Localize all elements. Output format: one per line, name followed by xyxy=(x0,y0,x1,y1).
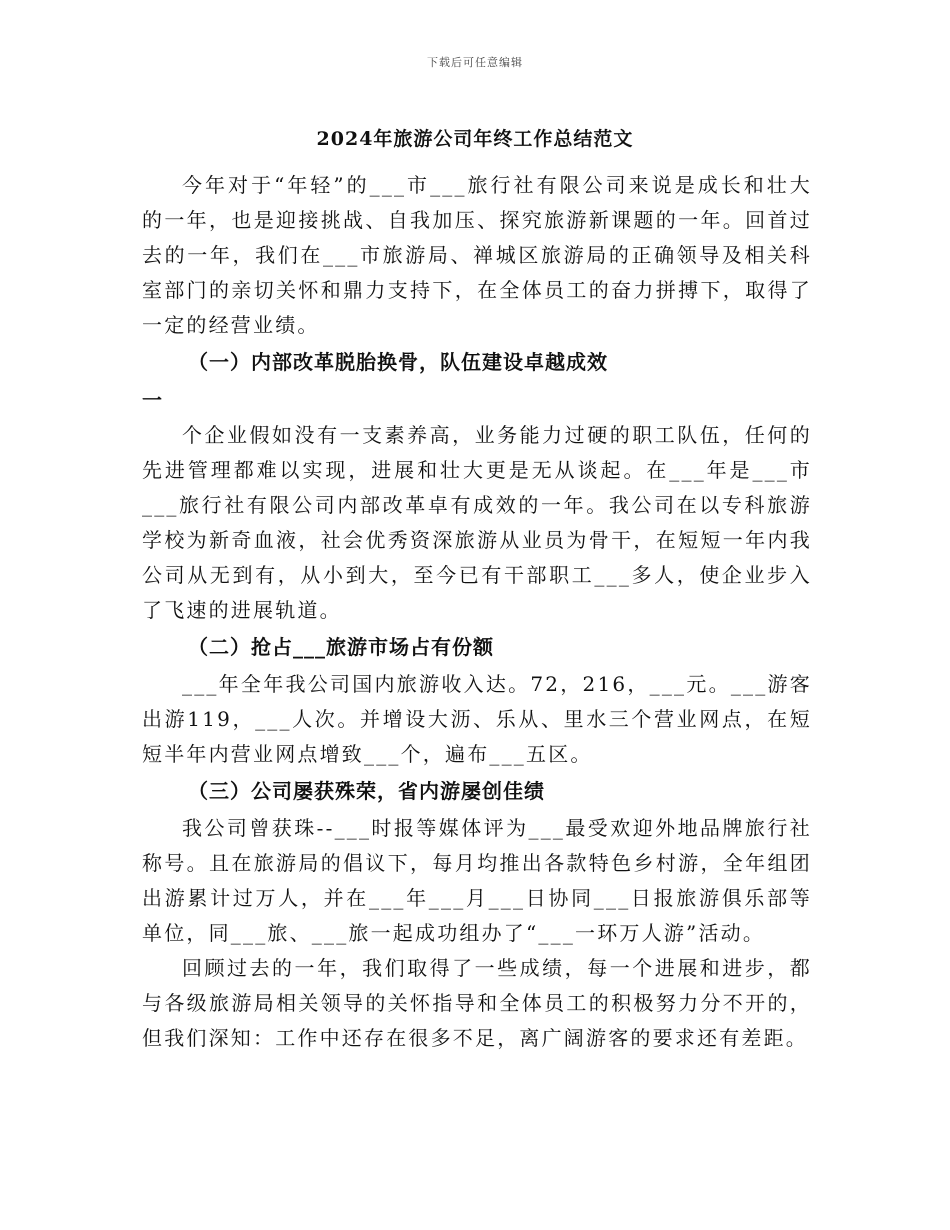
section-1-paragraph: 个企业假如没有一支素养高，业务能力过硬的职工队伍，任何的先进管理都难以实现，进展和壮大更是无从谈起。在___年是___市___旅行社有限公司内部改革卓有成效的一年。我公司在以专科旅游学校为新奇血液，社会优秀资深旅游从业员为骨干，在短短一年内我公司从无到有，从小到大，至今已有干部职工___多人，使企业步入了飞速的进展轨道。 xyxy=(142,423,812,622)
intro-paragraph: 今年对于“年轻”的___市___旅行社有限公司来说是成长和壮大的一年，也是迎接挑战、自我加压、探究旅游新课题的一年。回首过去的一年，我们在___市旅游局、禅城区旅游局的正确领导及相关科室部门的亲切关怀和鼎力支持下，在全体员工的奋力拼搏下，取得了一定的经营业绩。 xyxy=(142,173,812,337)
section-1-leading-char: 一 xyxy=(142,388,162,412)
document-title: 2024年旅游公司年终工作总结范文 xyxy=(316,128,634,150)
section-heading-1: （一）内部改革脱胎换骨，队伍建设卓越成效 xyxy=(188,350,608,374)
section-heading-2: （二）抢占___旅游市场占有份额 xyxy=(188,635,494,659)
conclusion-paragraph: 回顾过去的一年，我们取得了一些成绩，每一个进展和进步，都与各级旅游局相关领导的关怀指导和全体员工的积极努力分不开的，但我们深知：工作中还存在很多不足，离广阔游客的要求还有差距。 xyxy=(142,956,812,1050)
document-body xyxy=(142,168,812,1056)
section-2-paragraph: ___年全年我公司国内旅游收入达。72，216，___元。___游客出游119，___人次。并增设大沥、乐从、里水三个营业网点，在短短半年内营业网点增致___个，遍布___五区。 xyxy=(142,672,812,766)
section-heading-3: （三）公司屡获殊荣，省内游屡创佳绩 xyxy=(188,779,545,803)
section-3-paragraph: 我公司曾获珠--___时报等媒体评为___最受欢迎外地品牌旅行社称号。且在旅游局的倡议下，每月均推出各款特色乡村游，全年组团出游累计过万人，并在___年___月___日协同___日报旅游俱乐部等单位，同___旅、___旅一起成功组办了“___一环万人游”活动。 xyxy=(142,816,812,945)
header-note: 下载后可任意编辑 xyxy=(427,56,523,69)
